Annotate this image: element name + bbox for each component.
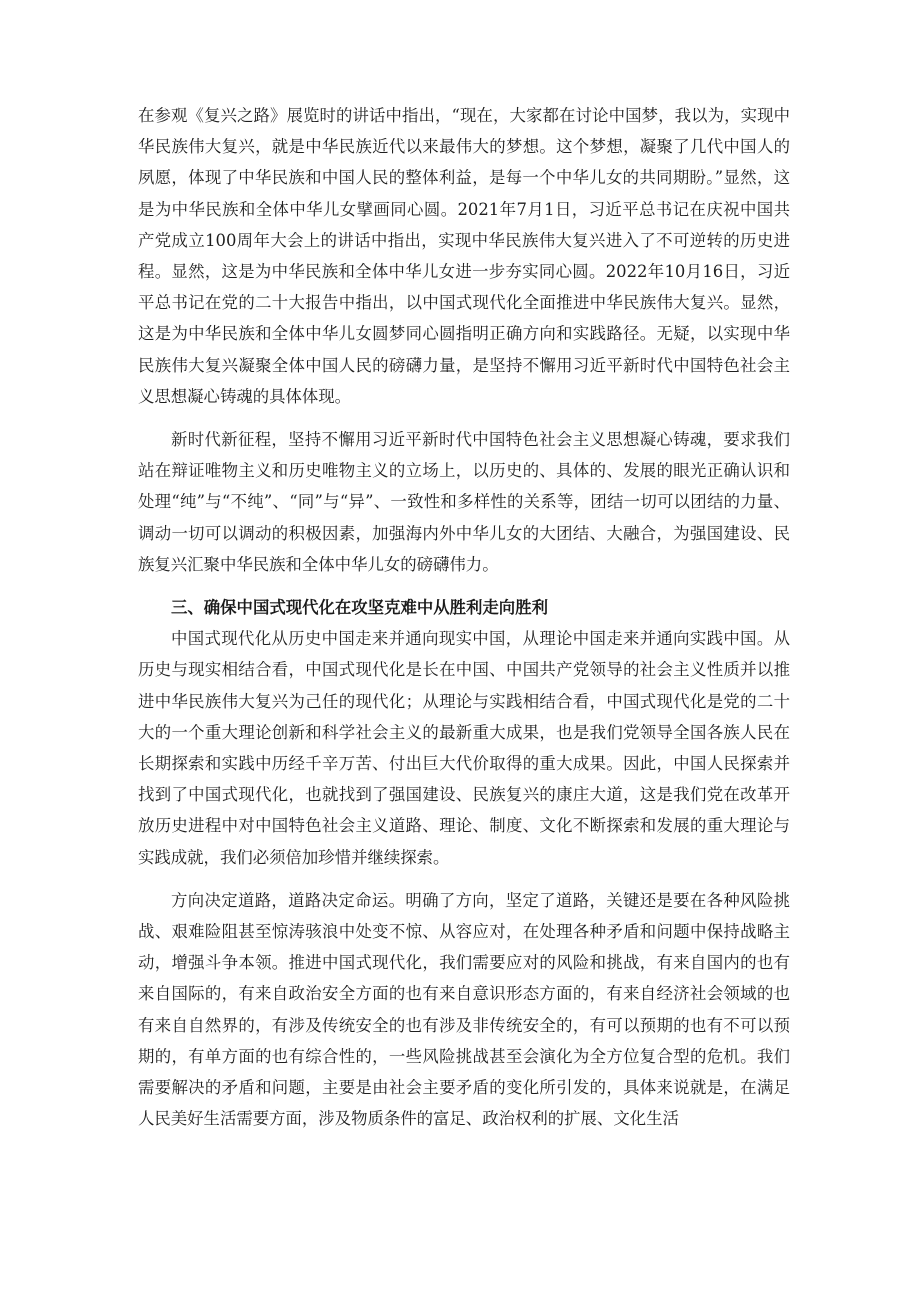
paragraph-chinese-modernization: 中国式现代化从历史中国走来并通向现实中国，从理论中国走来并通向实践中国。从历史与现实相结合看，中国式现代化是长在中国、中国共产党领导的社会主义性质并以推进中华民族伟大复兴为己任的现代化；从理论与实践相结合看，中国式现代化是党的二十大的一个重大理论创新和科学社会主义的最新重大成果，也是我们党领导全国各族人民在长期探索和实践中历经千辛万苦、付出巨大代价取得的重大成果。因此，中国人民探索并找到了中国式现代化，也就找到了强国建设、民族复兴的康庄大道，这是我们党在改革开放历史进程中对中国特色社会主义道路、理论、制度、文化不断探索和发展的重大理论与实践成就，我们必须倍加珍惜并继续探索。 xyxy=(138,629,790,867)
section-heading-3: 三、确保中国式现代化在攻坚克难中从胜利走向胜利 xyxy=(171,598,548,618)
document-page xyxy=(138,100,790,1135)
paragraph-direction-road: 方向决定道路，道路决定命运。明确了方向，坚定了道路，关键还是要在各种风险挑战、艰难险阻甚至惊涛骇浪中处变不惊、从容应对，在处理各种矛盾和问题中保持战略主动，增强斗争本领。推进中国式现代化，我们需要应对的风险和挑战，有来自国内的也有来自国际的，有来自政治安全方面的也有来自意识形态方面的，有来自经济社会领域的也有来自自然界的，有涉及传统安全的也有涉及非传统安全的，有可以预期的也有不可以预期的，有单方面的也有综合性的，一些风险挑战甚至会演化为全方位复合型的危机。我们需要解决的矛盾和问题，主要是由社会主要矛盾的变化所引发的，具体来说就是，在满足人民美好生活需要方面，涉及物质条件的富足、政治权利的扩展、文化生活 xyxy=(138,890,790,1129)
paragraph-new-era: 新时代新征程，坚持不懈用习近平新时代中国特色社会主义思想凝心铸魂，要求我们站在辩证唯物主义和历史唯物主义的立场上，以历史的、具体的、发展的眼光正确认识和处理“纯”与“不纯”、“同”与“异”、一致性和多样性的关系等，团结一切可以团结的力量、调动一切可以调动的积极因素，加强海内外中华儿女的大团结、大融合，为强国建设、民族复兴汇聚中华民族和全体中华儿女的磅礴伟力。 xyxy=(138,430,790,574)
paragraph-continuation: 在参观《复兴之路》展览时的讲话中指出，“现在，大家都在讨论中国梦，我以为，实现中华民族伟大复兴，就是中华民族近代以来最伟大的梦想。这个梦想，凝聚了几代中国人的夙愿，体现了中华民族和中国人民的整体利益，是每一个中华儿女的共同期盼。”显然，这是为中华民族和全体中华儿女擘画同心圆。2021年7月1日，习近平总书记在庆祝中国共产党成立100周年大会上的讲话中指出，实现中华民族伟大复兴进入了不可逆转的历史进程。显然，这是为中华民族和全体中华儿女进一步夯实同心圆。2022年10月16日，习近平总书记在党的二十大报告中指出，以中国式现代化全面推进中华民族伟大复兴。显然，这是为中华民族和全体中华儿女圆梦同心圆指明正确方向和实践路径。无疑，以实现中华民族伟大复兴凝聚全体中国人民的磅礴力量，是坚持不懈用习近平新时代中国特色社会主义思想凝心铸魂的具体体现。 xyxy=(138,106,790,406)
